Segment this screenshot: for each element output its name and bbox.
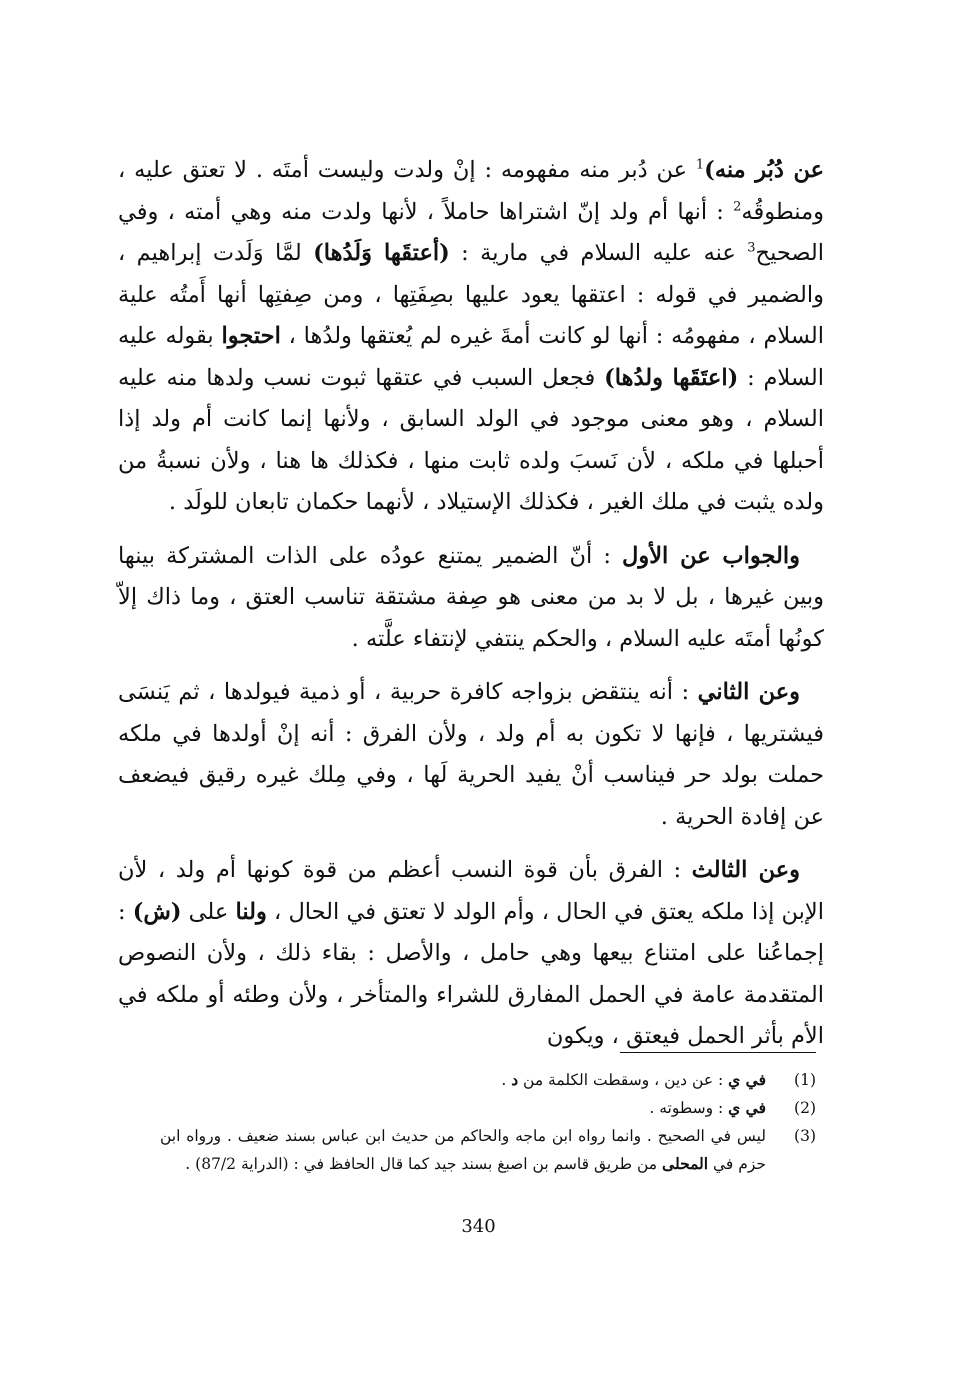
text-run: .: [501, 1071, 512, 1089]
text-run: : وسطوته .: [649, 1099, 729, 1117]
bold-term: في ي: [728, 1070, 766, 1089]
footnote-number: (3): [794, 1127, 816, 1145]
paragraph: [118, 672, 824, 838]
bold-term: (أعتقَها وَلَدُها): [313, 240, 450, 266]
text-run: : عن دين ، وسقطت الكلمة من: [518, 1071, 729, 1089]
page-number: 340: [461, 1216, 496, 1237]
paragraph: [118, 150, 824, 524]
text-run: : أنها أم ولد إنّ اشتراها حاملاً ، لأنها ولدت منه وهي أمته ، وفي الصحيح: [118, 198, 825, 266]
bold-term: احتجوا: [221, 323, 281, 349]
bold-term: (ش): [132, 898, 182, 925]
footnotes: [160, 1066, 816, 1178]
footnote: [160, 1122, 816, 1178]
bold-term: المحلى: [662, 1154, 709, 1173]
text-run: : إجماعُنا على امتناع بيعها وهي حامل ، والأصل : بقاء ذلك ، ولأن النصوص المتقدمة عامة في الحمل المفارق للشراء والمتأخر ، ولأن وطئه أو ملكه في الأم بأثر الحمل فيعتق ، ويكون: [118, 898, 824, 1049]
footnote-ref: 2: [733, 199, 742, 214]
text-run: ليس في الصحيح . وانما رواه ابن ماجه والحاكم من حديث ابن عباس بسند ضعيف . ورواه ابن حزم في: [160, 1127, 766, 1173]
text-run: بقوله عليه السلام :: [118, 323, 825, 391]
bold-term: وعن الثاني: [697, 679, 800, 705]
bold-term: د: [511, 1070, 519, 1089]
footnote: [160, 1066, 816, 1094]
text-run: على: [181, 898, 236, 925]
text-run: لمَّا وَلَدت إبراهيم ، والضمير في قوله : اعتقها يعود عليها بصِفَتِها ، ومن صِفتِها أنها أَمتُه علية السلام ، مفهومُه : أنها لو كانت أمةَ غيره لم يُعتقها ولدُها ،: [118, 240, 825, 349]
text-run: من طريق قاسم بن اصبغ بسند جيد كما قال الحافظ في : (الدراية 87/2) .: [185, 1155, 663, 1173]
bold-term: والجواب عن الأول: [622, 542, 800, 569]
footnote-text: [160, 1122, 766, 1178]
paragraph: [118, 850, 824, 1058]
text-run: : أنه ينتقض بزواجه كافرة حربية ، أو ذمية فيولدها ، ثم يَنسَى فيشتريها ، فإنها لا تكون به أم ولد ، ولأن الفرق : أنه إنْ أولدها في ملكه حملت بولد حر فيناسب أنْ يفيد الحرية لَها ، وفي مِلك غيره رقيق فيضعف عن إفادة الحرية .: [118, 679, 824, 830]
text-run: : الفرق بأن قوة النسب أعظم من قوة كونها أم ولد ، لأن الإبن إذا ملكه يعتق في الحال ، وأم الولد لا تعتق في الحال ،: [118, 857, 824, 925]
main-text: [118, 150, 824, 1070]
footnote-ref: 3: [747, 240, 756, 256]
footnote-text: [160, 1094, 766, 1122]
bold-term: عن دُبُر منه): [704, 157, 824, 183]
footnote: [160, 1094, 816, 1122]
bold-term: (اعتَقَها ولدُها): [604, 364, 739, 391]
text-run: عن دُبر منه مفهومه : إنْ ولدت وليست أمتَه . لا تعتق عليه ، ومنطوقُه: [118, 157, 824, 225]
footnote-number: (2): [794, 1099, 816, 1117]
text-run: عنه عليه السلام في مارية :: [449, 240, 748, 266]
paragraph: [118, 536, 824, 661]
bold-term: ولنا: [235, 898, 267, 925]
text-run: : أنّ الضمير يمتنع عودُه على الذات المشتركة بينها وبين غيرها ، بل لا بد من معنى هو صِفة مشتقة تناسب العتق ، وما ذاك إلاّ كونُها أمتَه عليه السلام ، والحكم ينتفي لإنتفاء علَّته .: [118, 542, 824, 652]
bold-term: في ي: [728, 1098, 766, 1117]
footnote-text: [160, 1066, 766, 1094]
footnote-ref: 1: [695, 157, 705, 173]
text-run: فجعل السبب في عتقها ثبوت نسب ولدها منه عليه السلام ، وهو معنى موجود في الولد السابق ، ولأنها إنما كانت أم ولد إذا أحبلها في ملكه ، لأن نَسبَ ولده ثابت منها ، فكذلك ها هنا ، ولأن نسبةُ من ولده يثبت في ملك الغير ، فكذلك الإستيلاد ، لأنهما حكمان تابعان للولَد .: [118, 364, 824, 515]
footnote-separator: [620, 1052, 816, 1053]
footnote-number: (1): [794, 1071, 816, 1089]
bold-term: وعن الثالث: [691, 857, 800, 883]
